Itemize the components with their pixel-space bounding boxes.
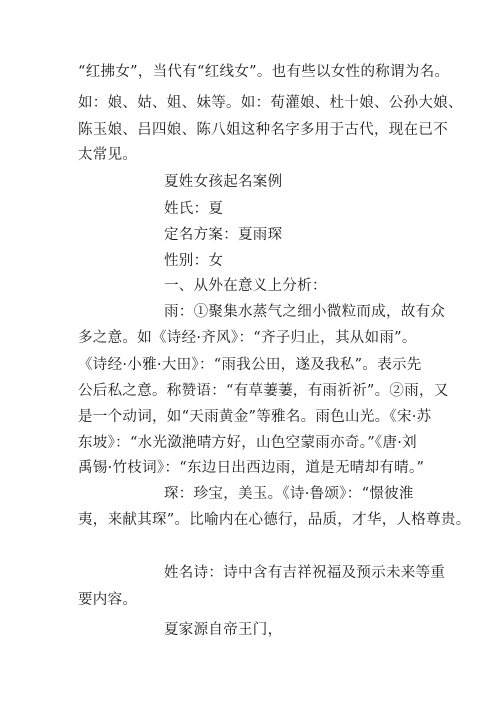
surname-line: 姓氏：夏	[164, 201, 224, 217]
paragraph-line: 《诗经·小雅·大田》：“雨我公田，遂及我私”。表示先	[78, 357, 422, 373]
paragraph-line: 太常见。	[78, 147, 138, 163]
paragraph-line: 公后私之意。称赞语：“有草萋萋，有雨祈祈”。②雨，又	[78, 383, 449, 399]
name-plan-line: 定名方案：夏雨琛	[164, 227, 283, 243]
paragraph-line: 陈玉娘、吕四娘、陈八姐这种名字多用于古代，现在已不	[78, 122, 448, 138]
analysis-heading: 一、从外在意义上分析：	[164, 278, 327, 294]
paragraph-line: 如：娘、姑、姐、妹等。如：荀灌娘、杜十娘、公孙大娘、	[78, 95, 463, 111]
paragraph-line: 要内容。	[78, 592, 138, 608]
paragraph-line: 是一个动词，如“天雨黄金”等雅名。雨色山光。《宋·苏	[78, 409, 432, 425]
paragraph-line: 姓名诗：诗中含有吉祥祝福及预示未来等重	[164, 565, 446, 581]
paragraph-line: 禹锡·竹枝词》：“东边日出西边雨，道是无晴却有晴。”	[78, 460, 425, 476]
section-title: 夏姓女孩起名案例	[164, 174, 283, 190]
paragraph-line: 琛：珍宝，美玉。《诗·鲁颂》：“憬彼淮	[164, 486, 414, 502]
paragraph-line: 多之意。如《诗经·齐风》：“齐子归止，其从如雨”。	[78, 330, 417, 346]
paragraph-line: 东坡》：“水光潋滟晴方好，山色空蒙雨亦奇。”《唐·刘	[78, 435, 417, 451]
paragraph-line: “红拂女”，当代有“红线女”。也有些以女性的称谓为名。	[78, 64, 450, 80]
paragraph-line: 雨：①聚集水蒸气之细小微粒而成，故有众	[164, 304, 446, 320]
gender-line: 性别：女	[164, 253, 224, 269]
paragraph-line: 夷，来献其琛”。比喻内在心德行，品质，才华，人格尊贵。	[78, 512, 471, 528]
poem-line: 夏家源自帝王门，	[164, 622, 283, 638]
